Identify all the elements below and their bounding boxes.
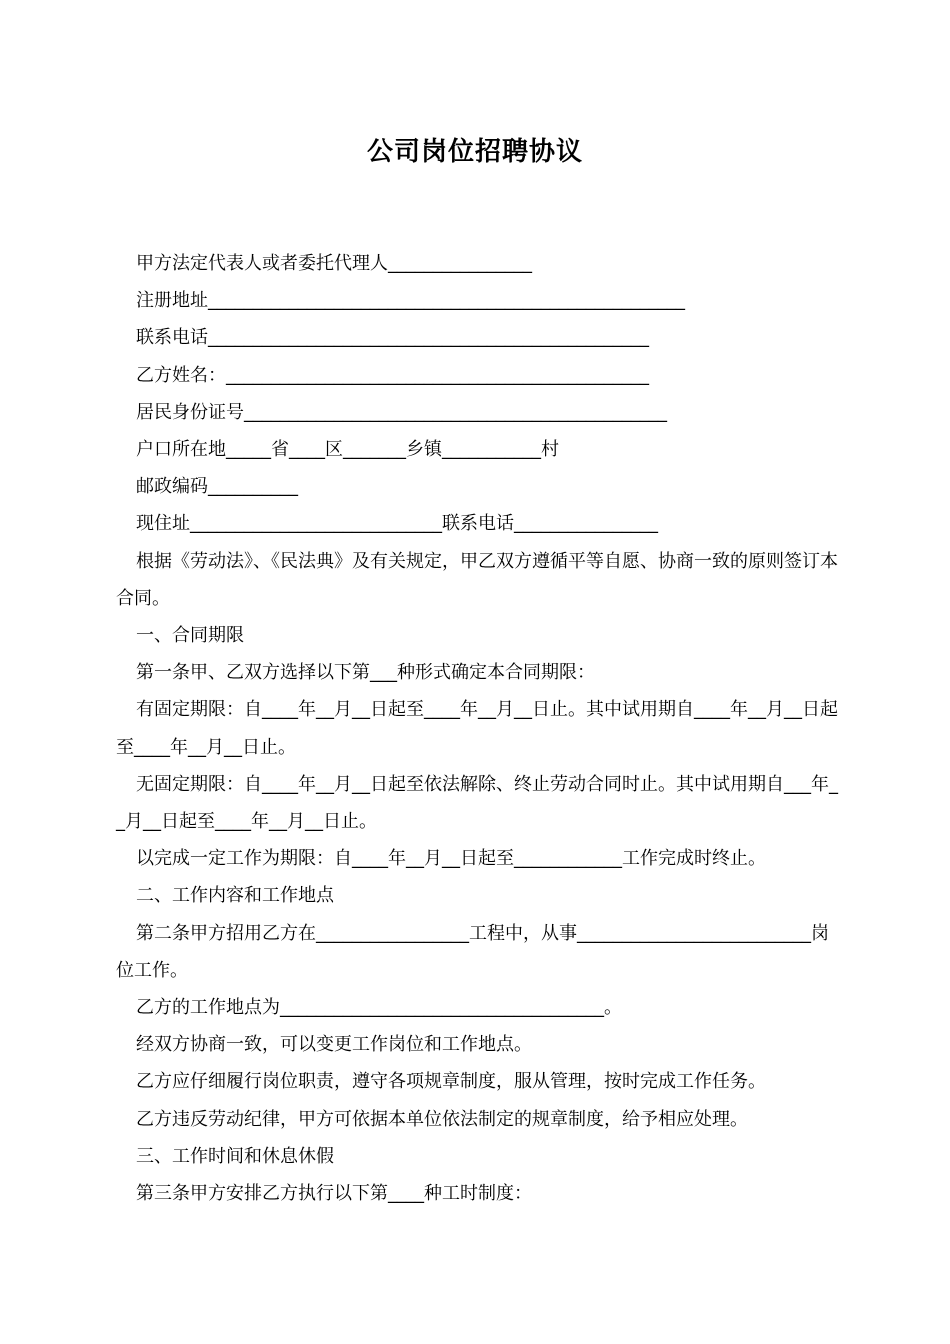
article-1-paragraph: 第一条甲、乙双方选择以下第___种形式确定本合同期限：	[136, 662, 595, 684]
article-2-paragraph: 第二条甲方招用乙方在_________________工程中，从事__________________________岗位工作。	[116, 922, 829, 981]
document-body	[116, 245, 838, 1212]
party-a-phone-line: 联系电话_________________________________________________	[136, 327, 649, 349]
household-registration-line: 户口所在地_____省____区_______乡镇___________村	[136, 439, 559, 461]
duties-paragraph: 乙方应仔细履行岗位职责，遵守各项规章制度，服从管理，按时完成工作任务。	[136, 1071, 766, 1093]
work-location-paragraph: 乙方的工作地点为____________________________________。	[136, 997, 622, 1019]
change-agreement-paragraph: 经双方协商一致，可以变更工作岗位和工作地点。	[136, 1034, 532, 1056]
article-3-paragraph: 第三条甲方安排乙方执行以下第____种工时制度：	[136, 1183, 532, 1205]
fixed-term-paragraph: 有固定期限：自____年__月__日起至____年__月__日止。其中试用期自____年__月__日起至____年__月__日止。	[116, 699, 838, 758]
registered-address-line: 注册地址_____________________________________________________	[136, 290, 685, 312]
open-term-paragraph: 无固定期限：自____年__月__日起至依法解除、终止劳动合同时止。其中试用期自___年__月__日起至____年__月__日止。	[116, 773, 838, 833]
section-heading-contract-term: 一、合同期限	[136, 625, 244, 647]
postal-code-line: 邮政编码__________	[136, 476, 298, 498]
task-term-paragraph: 以完成一定工作为期限：自____年__月__日起至____________工作完成时终止。	[136, 848, 766, 870]
section-heading-working-hours: 三、工作时间和休息休假	[136, 1145, 334, 1167]
id-number-line: 居民身份证号_______________________________________________	[136, 401, 667, 423]
discipline-paragraph: 乙方违反劳动纪律，甲方可依据本单位依法制定的规章制度，给予相应处理。	[136, 1108, 748, 1130]
section-heading-work-content: 二、工作内容和工作地点	[136, 885, 334, 907]
legal-basis-paragraph: 根据《劳动法》、《民法典》及有关规定，甲乙双方遵循平等自愿、协商一致的原则签订本合同。	[116, 550, 838, 609]
document-title: 公司岗位招聘协议	[366, 137, 583, 167]
current-address-line: 现住址____________________________联系电话________________	[136, 513, 658, 535]
party-a-representative-line: 甲方法定代表人或者委托代理人________________	[136, 253, 532, 274]
party-b-name-line: 乙方姓名：_______________________________________________	[136, 364, 649, 386]
